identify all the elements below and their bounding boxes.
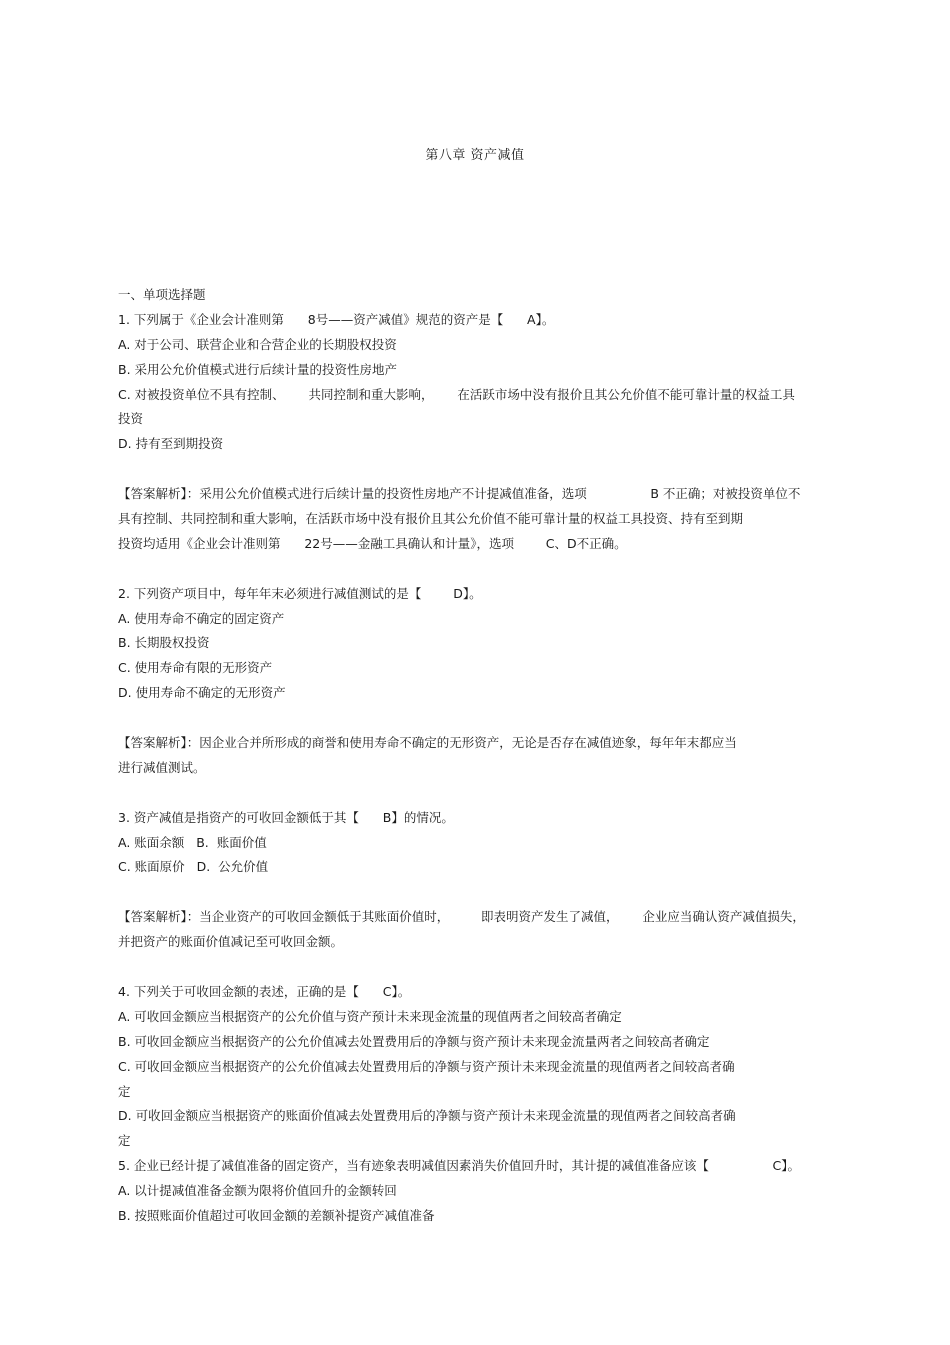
question-4-option-d-cont: 定 xyxy=(118,1133,131,1149)
question-1-option-c: C. 对被投资单位不具有控制、 共同控制和重大影响， 在活跃市场中没有报价且其公允价值不能可靠计量的权益工具 xyxy=(118,386,795,402)
question-5-stem: 5. 企业已经计提了减值准备的固定资产，当有迹象表明减值因素消失价值回升时，其计提的减值准备应该【 C】。 xyxy=(118,1158,800,1174)
question-1-explanation-cont: 投资均适用《企业会计准则第 22号——金融工具确认和计量》，选项 C、D不正确。 xyxy=(118,535,627,551)
question-5-option-b: B. 按照账面价值超过可收回金额的差额补提资产减值准备 xyxy=(118,1207,435,1223)
question-2-option-b: B. 长期股权投资 xyxy=(118,635,210,651)
question-1-option-d: D. 持有至到期投资 xyxy=(118,436,224,452)
question-3-explanation-cont: 并把资产的账面价值减记至可收回金额。 xyxy=(118,934,344,950)
question-3-explanation: 【答案解析】：当企业资产的可收回金额低于其账面价值时， 即表明资产发生了减值， 企业应当确认资产减值损失， xyxy=(118,909,805,925)
question-4-option-d: D. 可收回金额应当根据资产的账面价值减去处置费用后的净额与资产预计未来现金流量的现值两者之间较高者确 xyxy=(118,1108,736,1124)
question-1-option-b: B. 采用公允价值模式进行后续计量的投资性房地产 xyxy=(118,361,398,377)
chapter-title: 第八章 资产减值 xyxy=(425,148,525,163)
question-1-stem: 1. 下列属于《企业会计准则第 8号——资产减值》规范的资产是【 A】。 xyxy=(118,311,555,327)
question-4-option-b: B. 可收回金额应当根据资产的公允价值减去处置费用后的净额与资产预计未来现金流量两者之间较高者确定 xyxy=(118,1033,710,1049)
question-4-option-c-cont: 定 xyxy=(118,1083,131,1099)
question-2-option-a: A. 使用寿命不确定的固定资产 xyxy=(118,610,285,626)
question-2-option-d: D. 使用寿命不确定的无形资产 xyxy=(118,685,286,701)
question-3-stem: 3. 资产减值是指资产的可收回金额低于其【 B】的情况。 xyxy=(118,809,454,825)
question-4-option-c: C. 可收回金额应当根据资产的公允价值减去处置费用后的净额与资产预计未来现金流量的现值两者之间较高者确 xyxy=(118,1058,735,1074)
question-4-stem: 4. 下列关于可收回金额的表述，正确的是【 C】。 xyxy=(118,983,411,999)
question-1-option-c-cont: 投资 xyxy=(118,411,144,427)
question-2-explanation-cont: 进行减值测试。 xyxy=(118,759,206,775)
section-heading: 一、单项选择题 xyxy=(118,287,206,302)
question-1-explanation-cont: 具有控制、共同控制和重大影响，在活跃市场中没有报价且其公允价值不能可靠计量的权益工具投资、持有至到期 xyxy=(118,511,744,527)
question-3-options-cd: C. 账面原价 D. 公允价值 xyxy=(118,859,269,875)
question-2-explanation: 【答案解析】：因企业合并所形成的商誉和使用寿命不确定的无形资产，无论是否存在减值迹象，每年年末都应当 xyxy=(118,735,737,751)
question-1-explanation: 【答案解析】：采用公允价值模式进行后续计量的投资性房地产不计提减值准备，选项 B 不正确；对被投资单位不 xyxy=(118,486,801,502)
question-1-option-a: A. 对于公司、联营企业和合营企业的长期股权投资 xyxy=(118,336,397,352)
question-3-options-ab: A. 账面余额 B. 账面价值 xyxy=(118,834,267,850)
question-2-option-c: C. 使用寿命有限的无形资产 xyxy=(118,660,273,676)
question-5-option-a: A. 以计提减值准备金额为限将价值回升的金额转回 xyxy=(118,1183,397,1199)
document-body xyxy=(118,283,830,1229)
question-4-option-a: A. 可收回金额应当根据资产的公允价值与资产预计未来现金流量的现值两者之间较高者确定 xyxy=(118,1008,622,1024)
question-2-stem: 2. 下列资产项目中，每年年末必须进行减值测试的是【 D】。 xyxy=(118,585,482,601)
